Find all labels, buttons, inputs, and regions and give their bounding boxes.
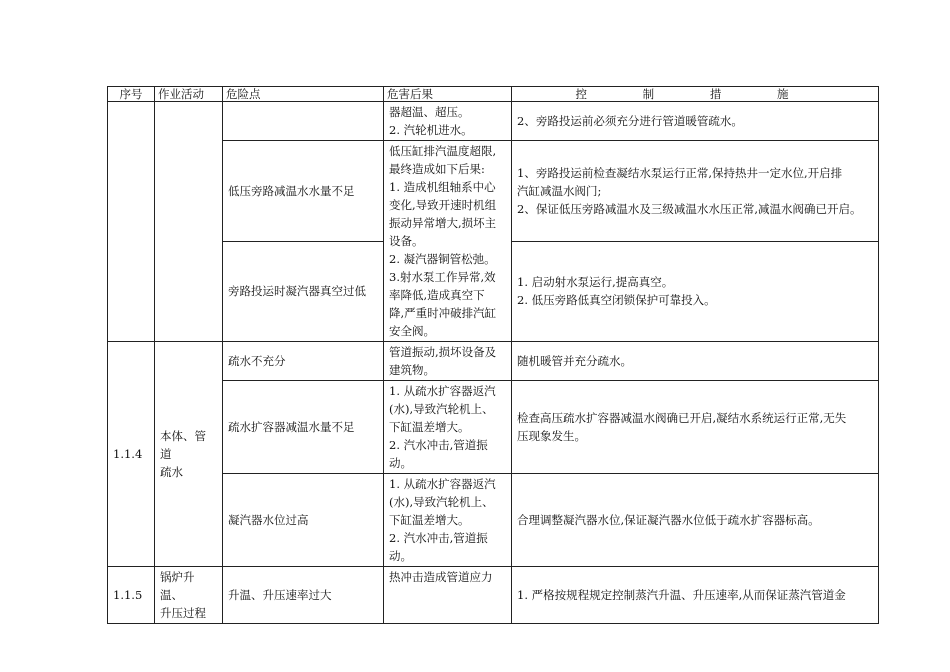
hazard-cell: 疏水扩容器减温水量不足: [223, 381, 384, 474]
header-consequence: 危害后果: [384, 87, 512, 102]
header-hazard: 危险点: [223, 87, 384, 102]
control-cell: 2、旁路投运前必须充分进行管道暖管疏水。: [512, 102, 879, 141]
hazard-cell: 低压旁路减温水水量不足: [223, 141, 384, 242]
consequence-cell: 1. 从疏水扩容器返汽 (水),导致汽轮机上、 下缸温差增大。 2. 汽水冲击,管道振 动。: [384, 381, 512, 474]
control-cell: 随机暖管并充分疏水。: [512, 342, 879, 381]
header-activity: 作业活动: [155, 87, 223, 102]
hazard-cell: 凝汽器水位过高: [223, 474, 384, 567]
table-row: [108, 102, 879, 141]
control-cell: 合理调整凝汽器水位,保证凝汽器水位低于疏水扩容器标高。: [512, 474, 879, 567]
consequence-cell: 器超温、超压。 2. 汽轮机进水。: [384, 102, 512, 141]
activity-cell: 锅炉升温、 升压过程: [155, 567, 223, 624]
activity-cell-continued: [155, 102, 223, 342]
consequence-cell: 低压缸排汽温度超限, 最终造成如下后果: 1. 造成机组轴系中心 变化,导致开速时机组 振动异常增大,损坏主 设备。 2. 凝汽器铜管松弛。 3.射水泵工作异常,效 率降低,造成真空下 降,严重时冲破排汽缸 安全阀。: [384, 141, 512, 342]
hazard-cell: 旁路投运时凝汽器真空过低: [223, 241, 384, 342]
activity-cell: 本体、管道 疏水: [155, 342, 223, 567]
consequence-cell: 热冲击造成管道应力: [384, 567, 512, 624]
control-cell: 检查高压疏水扩容器减温水阀确已开启,凝结水系统运行正常,无失 压现象发生。: [512, 381, 879, 474]
table-row: [108, 342, 879, 381]
table-row: [108, 381, 879, 474]
control-cell: 1. 启动射水泵运行,提高真空。 2. 低压旁路低真空闭锁保护可靠投入。: [512, 241, 879, 342]
control-cell: 1、旁路投运前检查凝结水泵运行正常,保持热井一定水位,开启排 汽缸减温水阀门; 2、保证低压旁路减温水及三级减温水水压正常,减温水阀确已开启。: [512, 141, 879, 242]
table-header-row: [108, 87, 879, 102]
hazard-cell: 升温、升压速率过大: [223, 567, 384, 624]
seq-cell: 1.1.5: [108, 567, 155, 624]
table-row: [108, 567, 879, 624]
consequence-cell: 管道振动,损坏设备及 建筑物。: [384, 342, 512, 381]
header-seq: 序号: [108, 87, 155, 102]
table-row: [108, 474, 879, 567]
seq-cell-continued: [108, 102, 155, 342]
header-control: 控 制 措 施: [512, 87, 879, 102]
hazard-cell-continued: [223, 102, 384, 141]
control-cell: 1. 严格按规程规定控制蒸汽升温、升压速率,从而保证蒸汽管道金: [512, 567, 879, 624]
table-row: [108, 141, 879, 242]
consequence-cell: 1. 从疏水扩容器返汽 (水),导致汽轮机上、 下缸温差增大。 2. 汽水冲击,管道振 动。: [384, 474, 512, 567]
seq-cell: 1.1.4: [108, 342, 155, 567]
hazard-cell: 疏水不充分: [223, 342, 384, 381]
hazard-control-table: [107, 86, 879, 624]
